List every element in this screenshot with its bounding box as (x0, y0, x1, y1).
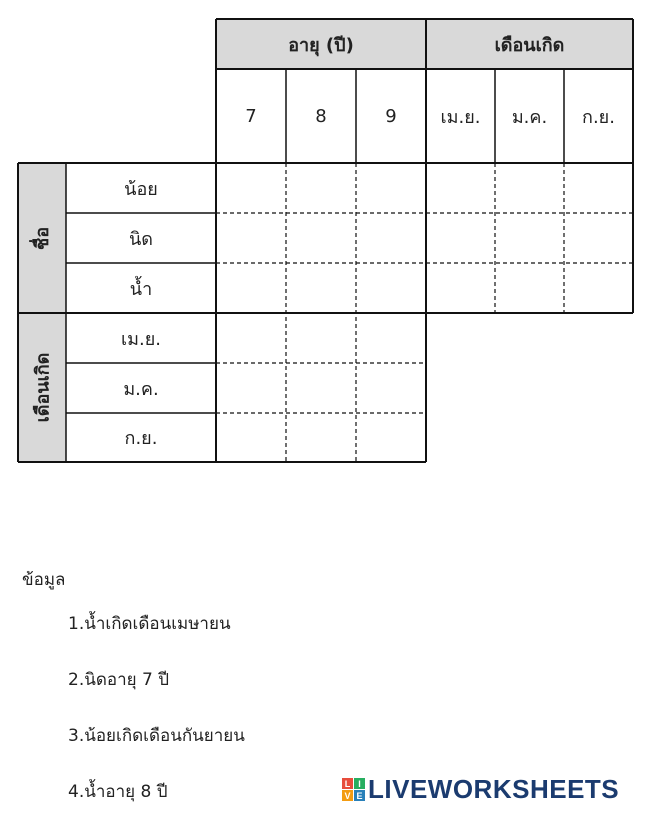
answer-cell[interactable] (356, 413, 426, 462)
answer-cell[interactable] (426, 163, 495, 213)
answer-cell[interactable] (495, 163, 564, 213)
answer-cell[interactable] (356, 363, 426, 413)
column-header: เม.ย. (440, 106, 481, 128)
answer-cell[interactable] (286, 263, 356, 313)
logo-mark-icon (342, 778, 365, 801)
column-header: ก.ย. (582, 106, 615, 128)
answer-cell[interactable] (286, 163, 356, 213)
answer-cell[interactable] (356, 263, 426, 313)
row-group-birth-month-text: เดือนเกิด (32, 352, 54, 423)
liveworksheets-logo (342, 774, 619, 805)
row-group-name-text: ชื่อ (32, 226, 54, 250)
answer-cell[interactable] (216, 263, 286, 313)
clue-item: 3.น้อยเกิดเดือนกันยายน (68, 726, 245, 746)
column-header: ม.ค. (511, 106, 548, 128)
answer-cell[interactable] (286, 363, 356, 413)
column-header: 8 (315, 105, 327, 127)
answer-cell[interactable] (356, 313, 426, 363)
clue-item: 2.นิดอายุ 7 ปี (68, 670, 170, 690)
answer-cell[interactable] (495, 213, 564, 263)
row-header-month: ก.ย. (124, 428, 158, 449)
header-age: อายุ (ปี) (216, 19, 426, 69)
column-header: 9 (385, 105, 397, 127)
answer-cell[interactable] (356, 213, 426, 263)
row-header-name: น้ำ (129, 278, 153, 300)
logo-mark-letter: I (354, 778, 365, 789)
clue-item: 1.น้ำเกิดเดือนเมษายน (68, 614, 231, 634)
clue-item: 4.น้ำอายุ 8 ปี (68, 782, 168, 802)
clues-heading: ข้อมูล (22, 570, 66, 590)
answer-cell[interactable] (216, 313, 286, 363)
row-header-month: ม.ค. (123, 378, 159, 400)
answer-cell[interactable] (426, 213, 495, 263)
answer-cell[interactable] (216, 413, 286, 462)
header-birth-month: เดือนเกิด (426, 19, 633, 69)
answer-cell[interactable] (216, 363, 286, 413)
answer-cell[interactable] (286, 213, 356, 263)
answer-cell[interactable] (286, 313, 356, 363)
answer-cell[interactable] (356, 163, 426, 213)
answer-cell[interactable] (216, 213, 286, 263)
answer-cell[interactable] (286, 413, 356, 462)
answer-cell[interactable] (426, 263, 495, 313)
row-header-name: น้อย (124, 178, 158, 200)
logo-mark-letter: L (342, 778, 353, 789)
row-group-birth-month-label (18, 313, 66, 462)
logo-text: LIVEWORKSHEETS (368, 774, 620, 804)
answer-cell[interactable] (564, 213, 633, 263)
answer-cell[interactable] (495, 263, 564, 313)
row-group-name-label (18, 163, 66, 313)
answer-cell[interactable] (564, 163, 633, 213)
row-header-name: นิด (129, 228, 153, 250)
column-header: 7 (245, 105, 257, 127)
logo-mark-letter: E (354, 790, 365, 801)
row-header-month: เม.ย. (120, 328, 161, 350)
answer-cell[interactable] (216, 163, 286, 213)
answer-cell[interactable] (564, 263, 633, 313)
logo-mark-letter: V (342, 790, 353, 801)
